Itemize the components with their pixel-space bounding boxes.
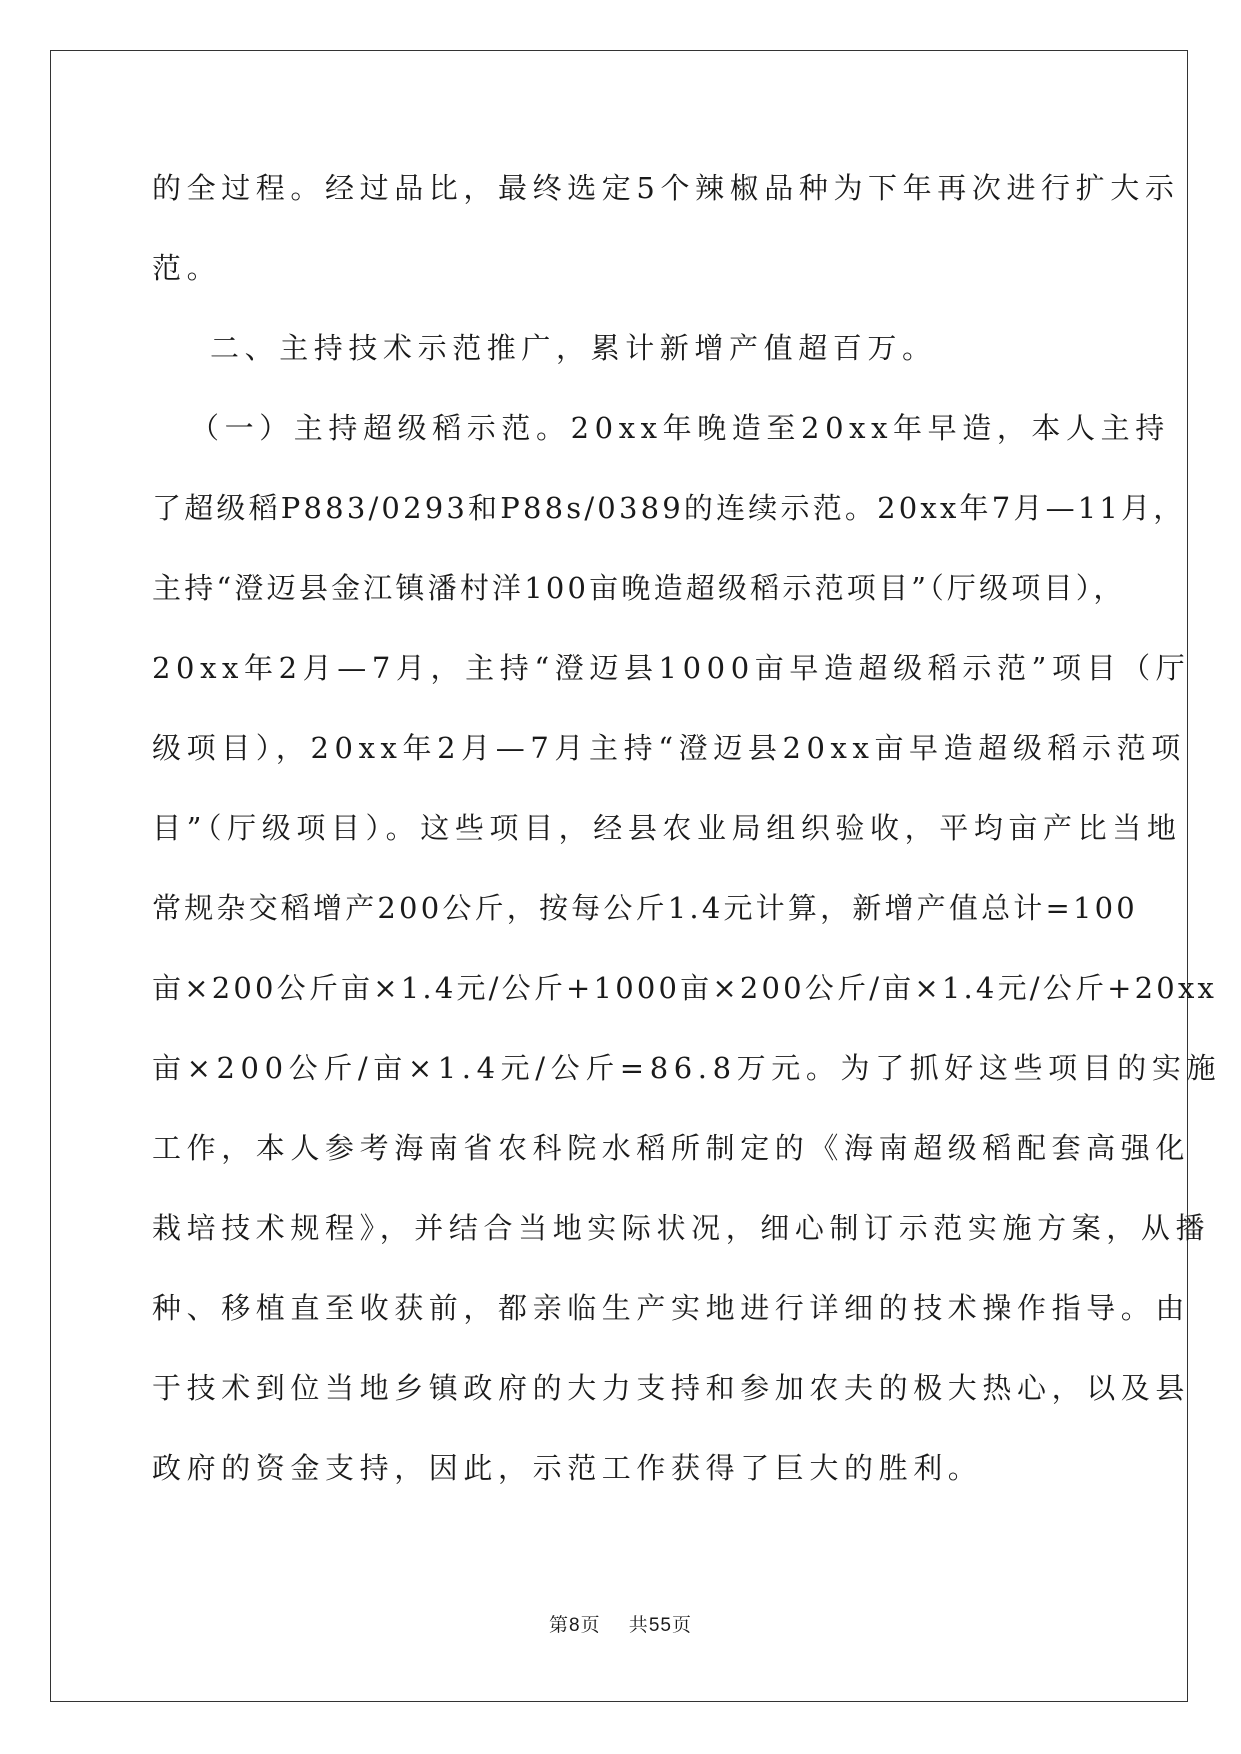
page-unit: 页 — [580, 1614, 601, 1636]
total-pages: 55 — [648, 1615, 672, 1636]
body-line: 20xx年2月—7月，主持“澄迈县1000亩早造超级稻示范”项目（厅 — [152, 651, 1191, 685]
body-line: 了超级稻P883/0293和P88s/0389的连续示范。20xx年7月—11月， — [152, 491, 1186, 525]
page-number: 8 — [569, 1615, 581, 1636]
page-footer — [0, 1610, 1241, 1637]
body-line: 范。 — [152, 251, 222, 285]
body-line: （一）主持超级稻示范。20xx年晚造至20xx年早造，本人主持 — [190, 411, 1170, 445]
section-heading: 二、主持技术示范推广，累计新增产值超百万。 — [210, 331, 937, 365]
body-line: 于技术到位当地乡镇政府的大力支持和参加农夫的极大热心，以及县 — [152, 1371, 1191, 1405]
body-line: 工作，本人参考海南省农科院水稻所制定的《海南超级稻配套高强化 — [152, 1131, 1191, 1165]
body-line: 政府的资金支持，因此，示范工作获得了巨大的胜利。 — [152, 1451, 983, 1485]
total-prefix: 共 — [628, 1614, 649, 1636]
body-line: 主持“澄迈县金江镇潘村洋100亩晚造超级稻示范项目”（厅级项目）， — [152, 571, 1126, 605]
body-line: 目”（厅级项目）。这些项目，经县农业局组织验收，平均亩产比当地 — [152, 811, 1182, 845]
total-unit: 页 — [671, 1614, 692, 1636]
document-body — [152, 160, 1222, 1520]
body-line: 种、移植直至收获前，都亲临生产实地进行详细的技术操作指导。由 — [152, 1291, 1191, 1325]
body-line: 亩×200公斤/亩×1.4元/公斤=86.8万元。为了抓好这些项目的实施 — [152, 1051, 1222, 1085]
page-prefix: 第 — [549, 1614, 570, 1636]
body-line: 级项目），20xx年2月—7月主持“澄迈县20xx亩早造超级稻示范项 — [152, 731, 1186, 765]
body-line: 的全过程。经过品比，最终选定5个辣椒品种为下年再次进行扩大示 — [152, 171, 1180, 205]
body-line: 常规杂交稻增产200公斤，按每公斤1.4元计算，新增产值总计=100 — [152, 891, 1138, 925]
body-line: 亩×200公斤亩×1.4元/公斤+1000亩×200公斤/亩×1.4元/公斤+20xx — [152, 971, 1218, 1005]
body-line: 栽培技术规程》，并结合当地实际状况，细心制订示范实施方案，从播 — [152, 1211, 1211, 1245]
